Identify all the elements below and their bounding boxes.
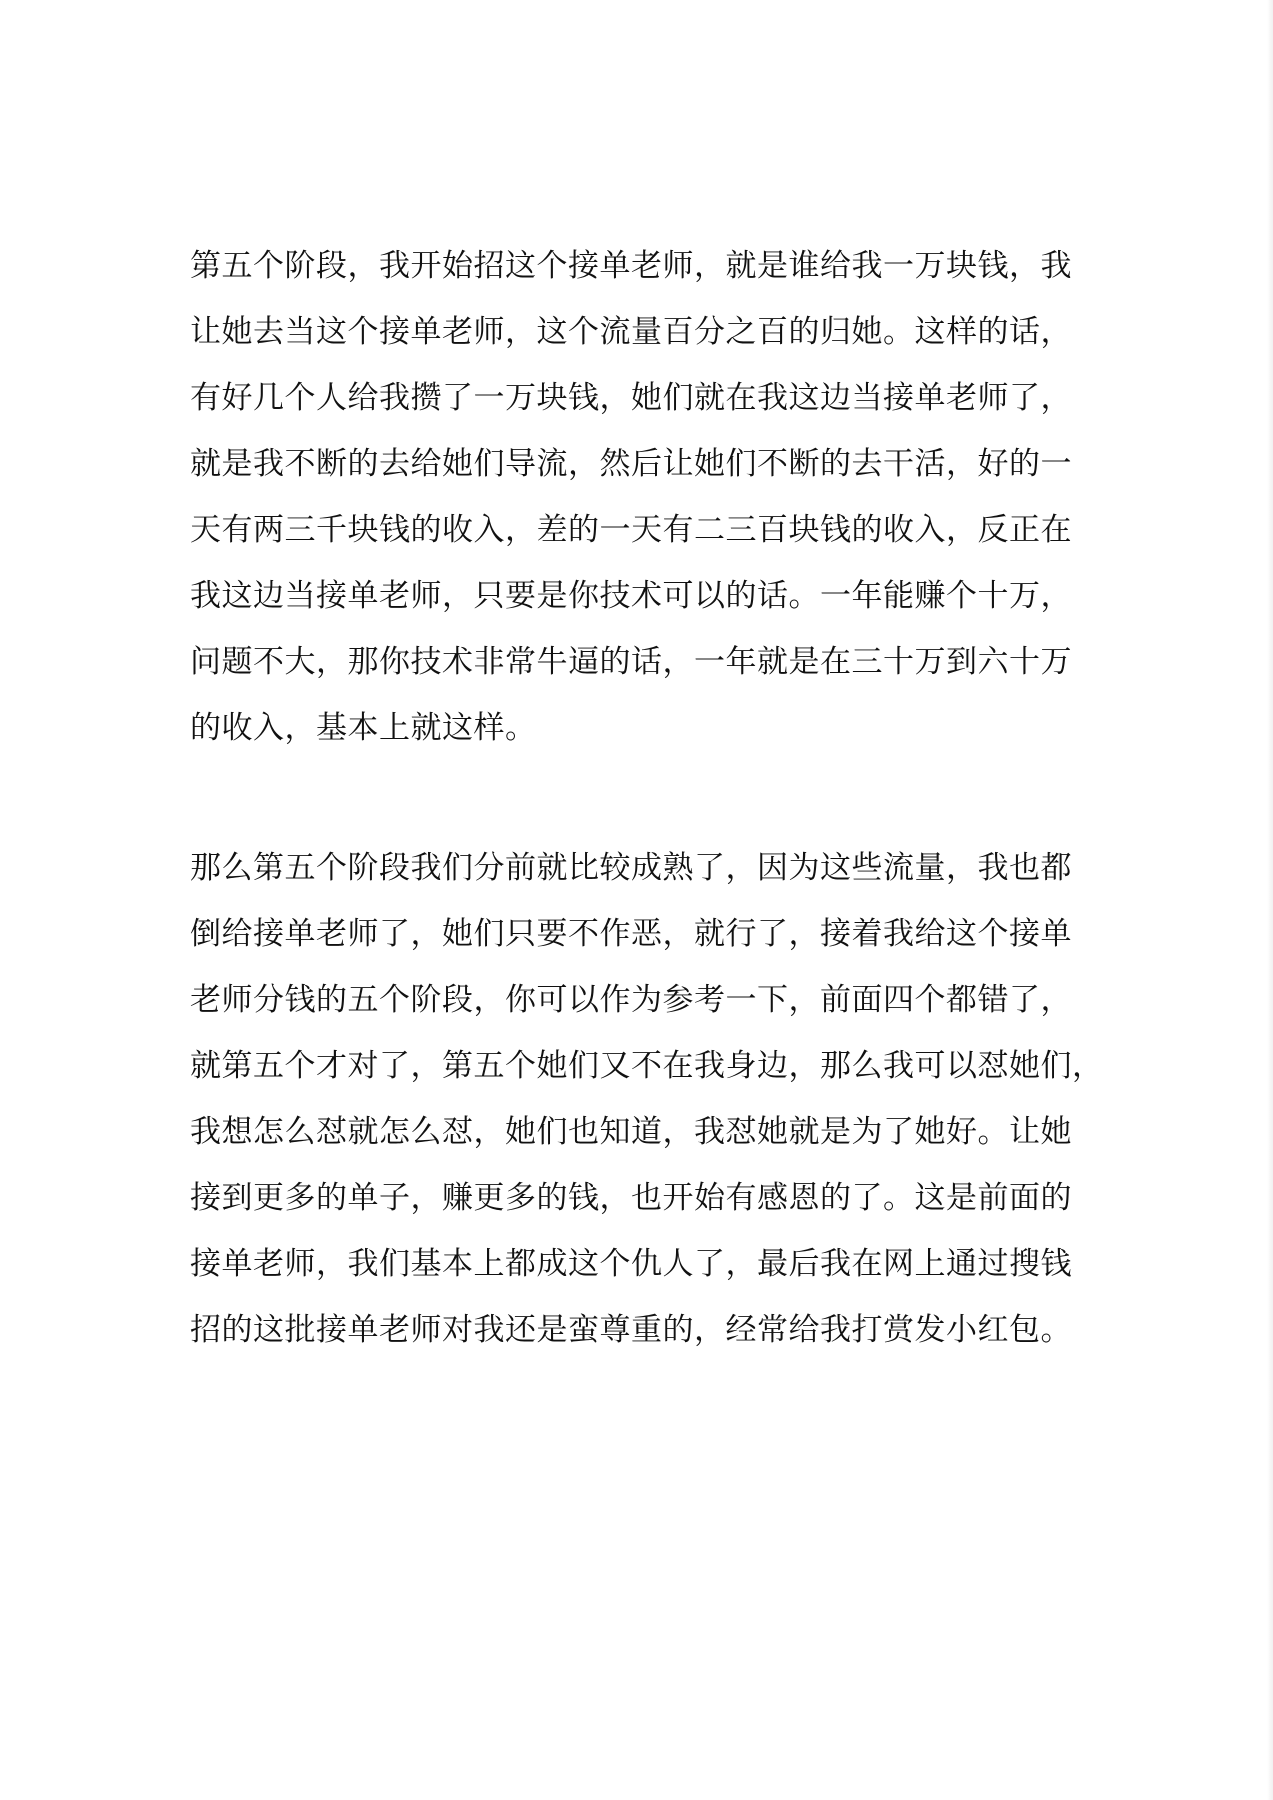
text-line: 老师分钱的五个阶段，你可以作为参考一下，前面四个都错了， [190,982,1072,1018]
paragraph-1 [190,233,1090,761]
text-line: 问题不大，那你技术非常牛逼的话，一年就是在三十万到六十万 [190,644,1072,680]
text-line: 第五个阶段，我开始招这个接单老师，就是谁给我一万块钱，我 [190,248,1072,284]
text-line: 就是我不断的去给她们导流，然后让她们不断的去干活，好的一 [190,446,1072,482]
text-line: 那么第五个阶段我们分前就比较成熟了，因为这些流量，我也都 [190,850,1072,886]
text-line: 我想怎么怼就怎么怼，她们也知道，我怼她就是为了她好。让她 [190,1114,1072,1150]
text-line: 的收入，基本上就这样。 [190,710,537,746]
text-line: 天有两三千块钱的收入，差的一天有二三百块钱的收入，反正在 [190,512,1072,548]
text-line: 接到更多的单子，赚更多的钱，也开始有感恩的了。这是前面的 [190,1180,1072,1216]
text-line: 有好几个人给我攒了一万块钱，她们就在我这边当接单老师了， [190,380,1072,416]
page-edge-shadow [1267,0,1273,1800]
text-line: 招的这批接单老师对我还是蛮尊重的，经常给我打赏发小红包。 [190,1312,1072,1348]
text-line: 倒给接单老师了，她们只要不作恶，就行了，接着我给这个接单 [190,916,1072,952]
text-line: 就第五个才对了，第五个她们又不在我身边，那么我可以怼她们， [190,1048,1104,1084]
text-line: 接单老师，我们基本上都成这个仇人了，最后我在网上通过搜钱 [190,1246,1072,1282]
text-line: 让她去当这个接单老师，这个流量百分之百的归她。这样的话， [190,314,1072,350]
paragraph-2 [190,835,1104,1363]
text-line: 我这边当接单老师，只要是你技术可以的话。一年能赚个十万， [190,578,1072,614]
